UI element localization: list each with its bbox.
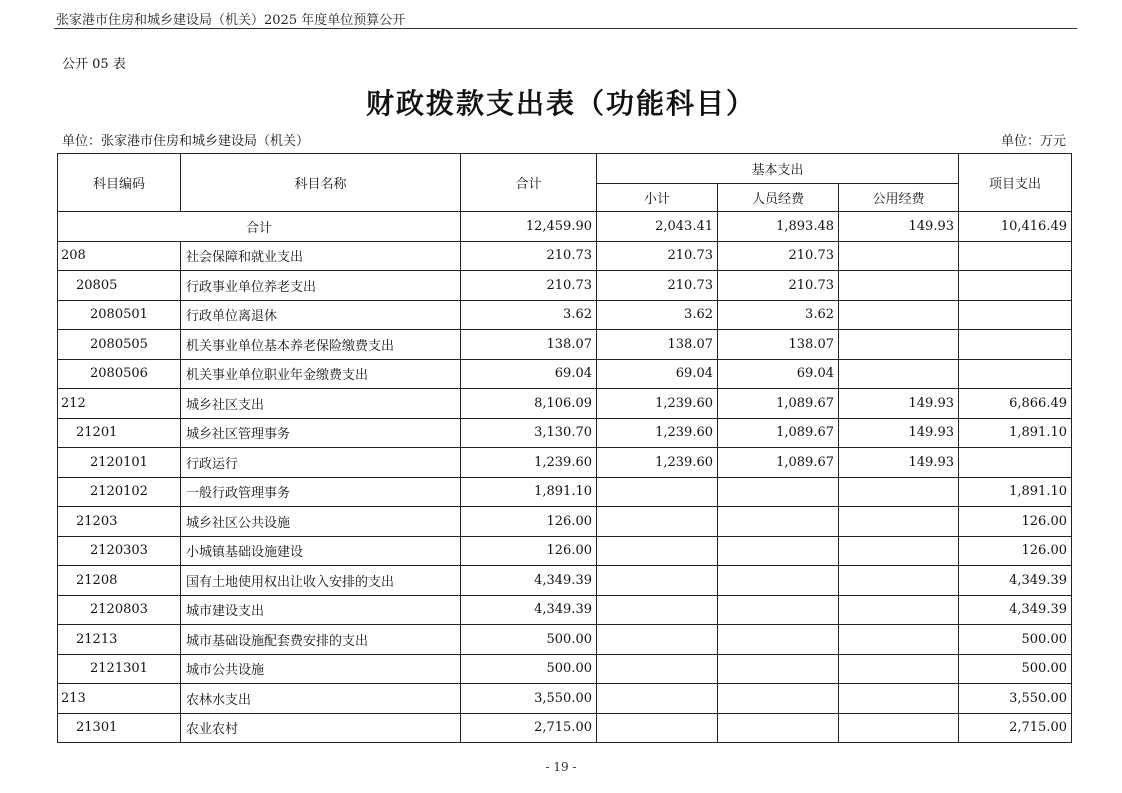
table-row [58, 448, 1072, 478]
personnel-cell [718, 566, 839, 596]
code-cell: 2080505 [58, 330, 181, 360]
public-cell [839, 713, 959, 743]
total-cell: 2,715.00 [461, 713, 597, 743]
header-row-1 [58, 154, 1072, 184]
table-row [58, 536, 1072, 566]
project-cell [959, 300, 1072, 330]
col-header-public: 公用经费 [839, 184, 959, 212]
project-cell: 6,866.49 [959, 389, 1072, 419]
subtotal-cell: 210.73 [597, 271, 718, 301]
public-cell [839, 507, 959, 537]
name-cell: 国有土地使用权出让收入安排的支出 [181, 566, 461, 596]
table-row [58, 330, 1072, 360]
personnel-cell [718, 595, 839, 625]
public-cell [839, 566, 959, 596]
public-cell [839, 241, 959, 271]
name-cell: 城乡社区管理事务 [181, 418, 461, 448]
name-cell: 机关事业单位基本养老保险缴费支出 [181, 330, 461, 360]
personnel-cell [718, 713, 839, 743]
public-cell: 149.93 [839, 418, 959, 448]
public-cell [839, 271, 959, 301]
project-cell: 2,715.00 [959, 713, 1072, 743]
personnel-cell: 138.07 [718, 330, 839, 360]
code-cell: 2080506 [58, 359, 181, 389]
project-cell: 500.00 [959, 625, 1072, 655]
project-cell: 126.00 [959, 536, 1072, 566]
name-cell: 城乡社区公共设施 [181, 507, 461, 537]
table-row [58, 241, 1072, 271]
subtotal-cell: 3.62 [597, 300, 718, 330]
name-cell: 行政单位离退休 [181, 300, 461, 330]
name-cell: 城市基础设施配套费安排的支出 [181, 625, 461, 655]
code-cell: 2120102 [58, 477, 181, 507]
col-header-project: 项目支出 [959, 154, 1072, 212]
page-number: - 19 - [545, 760, 577, 774]
name-cell: 城市公共设施 [181, 654, 461, 684]
code-cell: 21301 [58, 713, 181, 743]
subtotal-cell: 69.04 [597, 359, 718, 389]
subtotal-cell [597, 507, 718, 537]
name-cell: 行政运行 [181, 448, 461, 478]
project-cell [959, 359, 1072, 389]
col-header-total: 合计 [461, 154, 597, 212]
total-cell: 500.00 [461, 654, 597, 684]
public-cell: 149.93 [839, 448, 959, 478]
table-row [58, 389, 1072, 419]
personnel-cell: 210.73 [718, 271, 839, 301]
code-cell: 2080501 [58, 300, 181, 330]
subtotal-cell [597, 684, 718, 714]
subtotal-cell: 138.07 [597, 330, 718, 360]
personnel-cell: 1,089.67 [718, 448, 839, 478]
subtotal-cell: 1,239.60 [597, 389, 718, 419]
total-cell: 500.00 [461, 625, 597, 655]
subtotal-cell: 210.73 [597, 241, 718, 271]
header-divider [54, 28, 1077, 29]
total-cell: 3,550.00 [461, 684, 597, 714]
page-title: 财政拨款支出表（功能科目） [365, 87, 756, 120]
col-header-basic: 基本支出 [597, 154, 959, 184]
name-cell: 小城镇基础设施建设 [181, 536, 461, 566]
code-cell: 21201 [58, 418, 181, 448]
total-cell: 8,106.09 [461, 389, 597, 419]
subtotal-cell [597, 654, 718, 684]
total-cell: 3.62 [461, 300, 597, 330]
public-cell [839, 330, 959, 360]
public-cell: 149.93 [839, 212, 959, 242]
personnel-cell: 69.04 [718, 359, 839, 389]
code-cell: 2121301 [58, 654, 181, 684]
total-row [58, 212, 1072, 242]
name-cell: 城乡社区支出 [181, 389, 461, 419]
code-cell: 2120101 [58, 448, 181, 478]
code-cell: 21208 [58, 566, 181, 596]
name-cell: 机关事业单位职业年金缴费支出 [181, 359, 461, 389]
subtotal-cell [597, 477, 718, 507]
col-header-personnel: 人员经费 [718, 184, 839, 212]
subtotal-cell [597, 625, 718, 655]
public-cell [839, 595, 959, 625]
total-cell: 4,349.39 [461, 566, 597, 596]
col-header-subtotal: 小计 [597, 184, 718, 212]
total-cell: 126.00 [461, 507, 597, 537]
currency-unit: 单位：万元 [1000, 134, 1066, 149]
table-row [58, 418, 1072, 448]
project-cell: 4,349.39 [959, 595, 1072, 625]
code-cell: 20805 [58, 271, 181, 301]
personnel-cell [718, 507, 839, 537]
public-cell [839, 536, 959, 566]
col-header-code: 科目编码 [58, 154, 181, 212]
total-label: 合计 [58, 212, 461, 242]
code-cell: 21213 [58, 625, 181, 655]
project-cell [959, 241, 1072, 271]
project-cell: 126.00 [959, 507, 1072, 537]
code-cell: 2120303 [58, 536, 181, 566]
subtotal-cell: 1,239.60 [597, 448, 718, 478]
project-cell [959, 448, 1072, 478]
subtotal-cell [597, 566, 718, 596]
project-cell: 4,349.39 [959, 566, 1072, 596]
form-code: 公开 05 表 [62, 57, 126, 72]
public-cell [839, 654, 959, 684]
total-cell: 126.00 [461, 536, 597, 566]
col-header-name: 科目名称 [181, 154, 461, 212]
subtotal-cell: 2,043.41 [597, 212, 718, 242]
expenditure-table [57, 153, 1072, 743]
total-cell: 3,130.70 [461, 418, 597, 448]
code-cell: 21203 [58, 507, 181, 537]
personnel-cell: 210.73 [718, 241, 839, 271]
name-cell: 城市建设支出 [181, 595, 461, 625]
total-cell: 69.04 [461, 359, 597, 389]
total-cell: 210.73 [461, 271, 597, 301]
project-cell: 1,891.10 [959, 477, 1072, 507]
code-cell: 213 [58, 684, 181, 714]
table-row [58, 654, 1072, 684]
personnel-cell: 3.62 [718, 300, 839, 330]
project-cell [959, 330, 1072, 360]
total-cell: 138.07 [461, 330, 597, 360]
public-cell [839, 359, 959, 389]
subtotal-cell [597, 713, 718, 743]
table-row [58, 566, 1072, 596]
code-cell: 212 [58, 389, 181, 419]
total-cell: 4,349.39 [461, 595, 597, 625]
name-cell: 行政事业单位养老支出 [181, 271, 461, 301]
table-row [58, 300, 1072, 330]
personnel-cell: 1,893.48 [718, 212, 839, 242]
table-row [58, 595, 1072, 625]
subtotal-cell [597, 536, 718, 566]
table-row [58, 477, 1072, 507]
personnel-cell: 1,089.67 [718, 389, 839, 419]
public-cell [839, 300, 959, 330]
project-cell [959, 271, 1072, 301]
personnel-cell [718, 536, 839, 566]
table-row [58, 713, 1072, 743]
public-cell [839, 477, 959, 507]
table-row [58, 625, 1072, 655]
name-cell: 社会保障和就业支出 [181, 241, 461, 271]
total-cell: 210.73 [461, 241, 597, 271]
public-cell [839, 625, 959, 655]
subtotal-cell: 1,239.60 [597, 418, 718, 448]
running-header: 张家港市住房和城乡建设局（机关）2025 年度单位预算公开 [56, 13, 406, 28]
table-row [58, 684, 1072, 714]
reporting-unit: 单位：张家港市住房和城乡建设局（机关） [62, 134, 310, 149]
personnel-cell [718, 477, 839, 507]
code-cell: 2120803 [58, 595, 181, 625]
personnel-cell [718, 684, 839, 714]
total-cell: 12,459.90 [461, 212, 597, 242]
name-cell: 农林水支出 [181, 684, 461, 714]
personnel-cell: 1,089.67 [718, 418, 839, 448]
personnel-cell [718, 654, 839, 684]
total-cell: 1,239.60 [461, 448, 597, 478]
table-row [58, 271, 1072, 301]
personnel-cell [718, 625, 839, 655]
table-row [58, 507, 1072, 537]
public-cell: 149.93 [839, 389, 959, 419]
subtotal-cell [597, 595, 718, 625]
project-cell: 3,550.00 [959, 684, 1072, 714]
code-cell: 208 [58, 241, 181, 271]
public-cell [839, 684, 959, 714]
name-cell: 一般行政管理事务 [181, 477, 461, 507]
project-cell: 1,891.10 [959, 418, 1072, 448]
name-cell: 农业农村 [181, 713, 461, 743]
total-cell: 1,891.10 [461, 477, 597, 507]
project-cell: 500.00 [959, 654, 1072, 684]
table-row [58, 359, 1072, 389]
project-cell: 10,416.49 [959, 212, 1072, 242]
